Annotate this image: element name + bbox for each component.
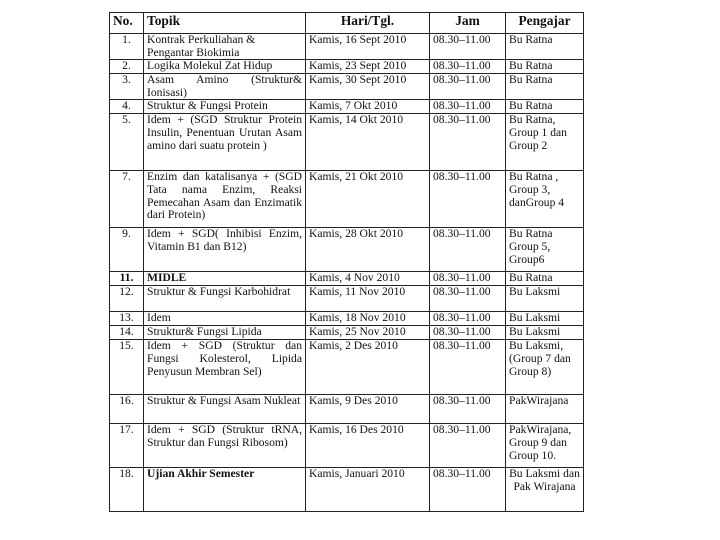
- cell-jam: 08.30–11.00: [430, 34, 506, 60]
- cell-hari: Kamis, 18 Nov 2010: [306, 312, 430, 326]
- table-row: [110, 34, 584, 60]
- table-row: [110, 60, 584, 74]
- table-row: [110, 424, 584, 468]
- cell-topik: Struktur & Fungsi Karbohidrat: [144, 286, 306, 312]
- cell-topik: Idem + (SGD Struktur Protein Insulin, Penentuan Urutan Asam amino dari suatu protein ): [144, 114, 306, 171]
- cell-topik: Struktur & Fungsi Protein: [144, 100, 306, 114]
- cell-hari: Kamis, 21 Okt 2010: [306, 171, 430, 228]
- cell-hari: Kamis, 25 Nov 2010: [306, 326, 430, 340]
- cell-jam: 08.30–11.00: [430, 171, 506, 228]
- cell-hari: Kamis, 11 Nov 2010: [306, 286, 430, 312]
- table-row: [110, 286, 584, 312]
- header-row: [110, 13, 584, 34]
- cell-topik: Kontrak Perkuliahan & Pengantar Biokimia: [144, 34, 306, 60]
- cell-pengajar: Bu Ratna Group 5, Group6: [506, 228, 584, 272]
- cell-jam: 08.30–11.00: [430, 100, 506, 114]
- cell-pengajar: Bu Ratna: [506, 272, 584, 286]
- cell-no: 9.: [110, 228, 144, 272]
- cell-hari: Kamis, 28 Okt 2010: [306, 228, 430, 272]
- cell-topik: MIDLE: [144, 272, 306, 286]
- cell-topik: Idem: [144, 312, 306, 326]
- cell-pengajar: Bu Laksmi dan Pak Wirajana: [506, 468, 584, 512]
- table-row: [110, 272, 584, 286]
- cell-no: 18.: [110, 468, 144, 512]
- table-row: [110, 100, 584, 114]
- cell-hari: Kamis, 30 Sept 2010: [306, 74, 430, 100]
- cell-jam: 08.30–11.00: [430, 395, 506, 424]
- cell-topik: Idem + SGD (Struktur dan Fungsi Kolesterol, Lipida Penyusun Membran Sel): [144, 340, 306, 395]
- table-row: [110, 468, 584, 512]
- cell-no: 3.: [110, 74, 144, 100]
- cell-topik: Enzim dan katalisanya + (SGD Tata nama Enzim, Reaksi Pemecahan Asam dan Enzimatik dari Protein): [144, 171, 306, 228]
- table-row: [110, 228, 584, 272]
- header-hari: Hari/Tgl.: [306, 13, 430, 34]
- cell-jam: 08.30–11.00: [430, 74, 506, 100]
- cell-no: 14.: [110, 326, 144, 340]
- header-topik: Topik: [144, 13, 306, 34]
- cell-hari: Kamis, 7 Okt 2010: [306, 100, 430, 114]
- cell-jam: 08.30–11.00: [430, 272, 506, 286]
- cell-pengajar: Bu Ratna: [506, 60, 584, 74]
- cell-jam: 08.30–11.00: [430, 424, 506, 468]
- cell-jam: 08.30–11.00: [430, 468, 506, 512]
- cell-pengajar: Bu Ratna: [506, 100, 584, 114]
- cell-no: 15.: [110, 340, 144, 395]
- schedule-document: [109, 12, 583, 512]
- cell-topik: Ujian Akhir Semester: [144, 468, 306, 512]
- cell-topik: Idem + SGD (Struktur tRNA, Struktur dan Fungsi Ribosom): [144, 424, 306, 468]
- cell-hari: Kamis, 23 Sept 2010: [306, 60, 430, 74]
- cell-hari: Kamis, 2 Des 2010: [306, 340, 430, 395]
- cell-topik: Struktur & Fungsi Asam Nukleat: [144, 395, 306, 424]
- cell-hari: Kamis, 16 Sept 2010: [306, 34, 430, 60]
- cell-pengajar: Bu Laksmi: [506, 286, 584, 312]
- cell-jam: 08.30–11.00: [430, 340, 506, 395]
- cell-topik: Asam Amino (Struktur& Ionisasi): [144, 74, 306, 100]
- cell-pengajar: Bu Laksmi: [506, 326, 584, 340]
- header-jam: Jam: [430, 13, 506, 34]
- cell-hari: Kamis, Januari 2010: [306, 468, 430, 512]
- cell-jam: 08.30–11.00: [430, 286, 506, 312]
- cell-pengajar: PakWirajana: [506, 395, 584, 424]
- cell-hari: Kamis, 14 Okt 2010: [306, 114, 430, 171]
- cell-no: 4.: [110, 100, 144, 114]
- cell-topik: Idem + SGD( Inhibisi Enzim, Vitamin B1 dan B12): [144, 228, 306, 272]
- table-row: [110, 326, 584, 340]
- cell-no: 1.: [110, 34, 144, 60]
- table-row: [110, 74, 584, 100]
- cell-topik: Logika Molekul Zat Hidup: [144, 60, 306, 74]
- header-pengajar: Pengajar: [506, 13, 584, 34]
- cell-jam: 08.30–11.00: [430, 228, 506, 272]
- cell-no: 16.: [110, 395, 144, 424]
- cell-pengajar: Bu Laksmi, (Group 7 dan Group 8): [506, 340, 584, 395]
- cell-jam: 08.30–11.00: [430, 60, 506, 74]
- cell-no: 2.: [110, 60, 144, 74]
- cell-hari: Kamis, 16 Des 2010: [306, 424, 430, 468]
- cell-pengajar: Bu Ratna, Group 1 dan Group 2: [506, 114, 584, 171]
- cell-hari: Kamis, 4 Nov 2010: [306, 272, 430, 286]
- cell-topik: Struktur& Fungsi Lipida: [144, 326, 306, 340]
- table-row: [110, 114, 584, 171]
- cell-hari: Kamis, 9 Des 2010: [306, 395, 430, 424]
- cell-no: 17.: [110, 424, 144, 468]
- cell-no: 12.: [110, 286, 144, 312]
- table-row: [110, 312, 584, 326]
- cell-pengajar: Bu Laksmi: [506, 312, 584, 326]
- cell-no: 5.: [110, 114, 144, 171]
- table-row: [110, 395, 584, 424]
- cell-no: 13.: [110, 312, 144, 326]
- cell-jam: 08.30–11.00: [430, 326, 506, 340]
- cell-pengajar: Bu Ratna , Group 3, danGroup 4: [506, 171, 584, 228]
- cell-no: 7.: [110, 171, 144, 228]
- cell-pengajar: Bu Ratna: [506, 34, 584, 60]
- table-row: [110, 171, 584, 228]
- cell-pengajar: Bu Ratna: [506, 74, 584, 100]
- cell-no: 11.: [110, 272, 144, 286]
- header-no: No.: [110, 13, 144, 34]
- cell-jam: 08.30–11.00: [430, 312, 506, 326]
- cell-jam: 08.30–11.00: [430, 114, 506, 171]
- schedule-table: [109, 12, 584, 512]
- cell-pengajar: PakWirajana, Group 9 dan Group 10.: [506, 424, 584, 468]
- table-row: [110, 340, 584, 395]
